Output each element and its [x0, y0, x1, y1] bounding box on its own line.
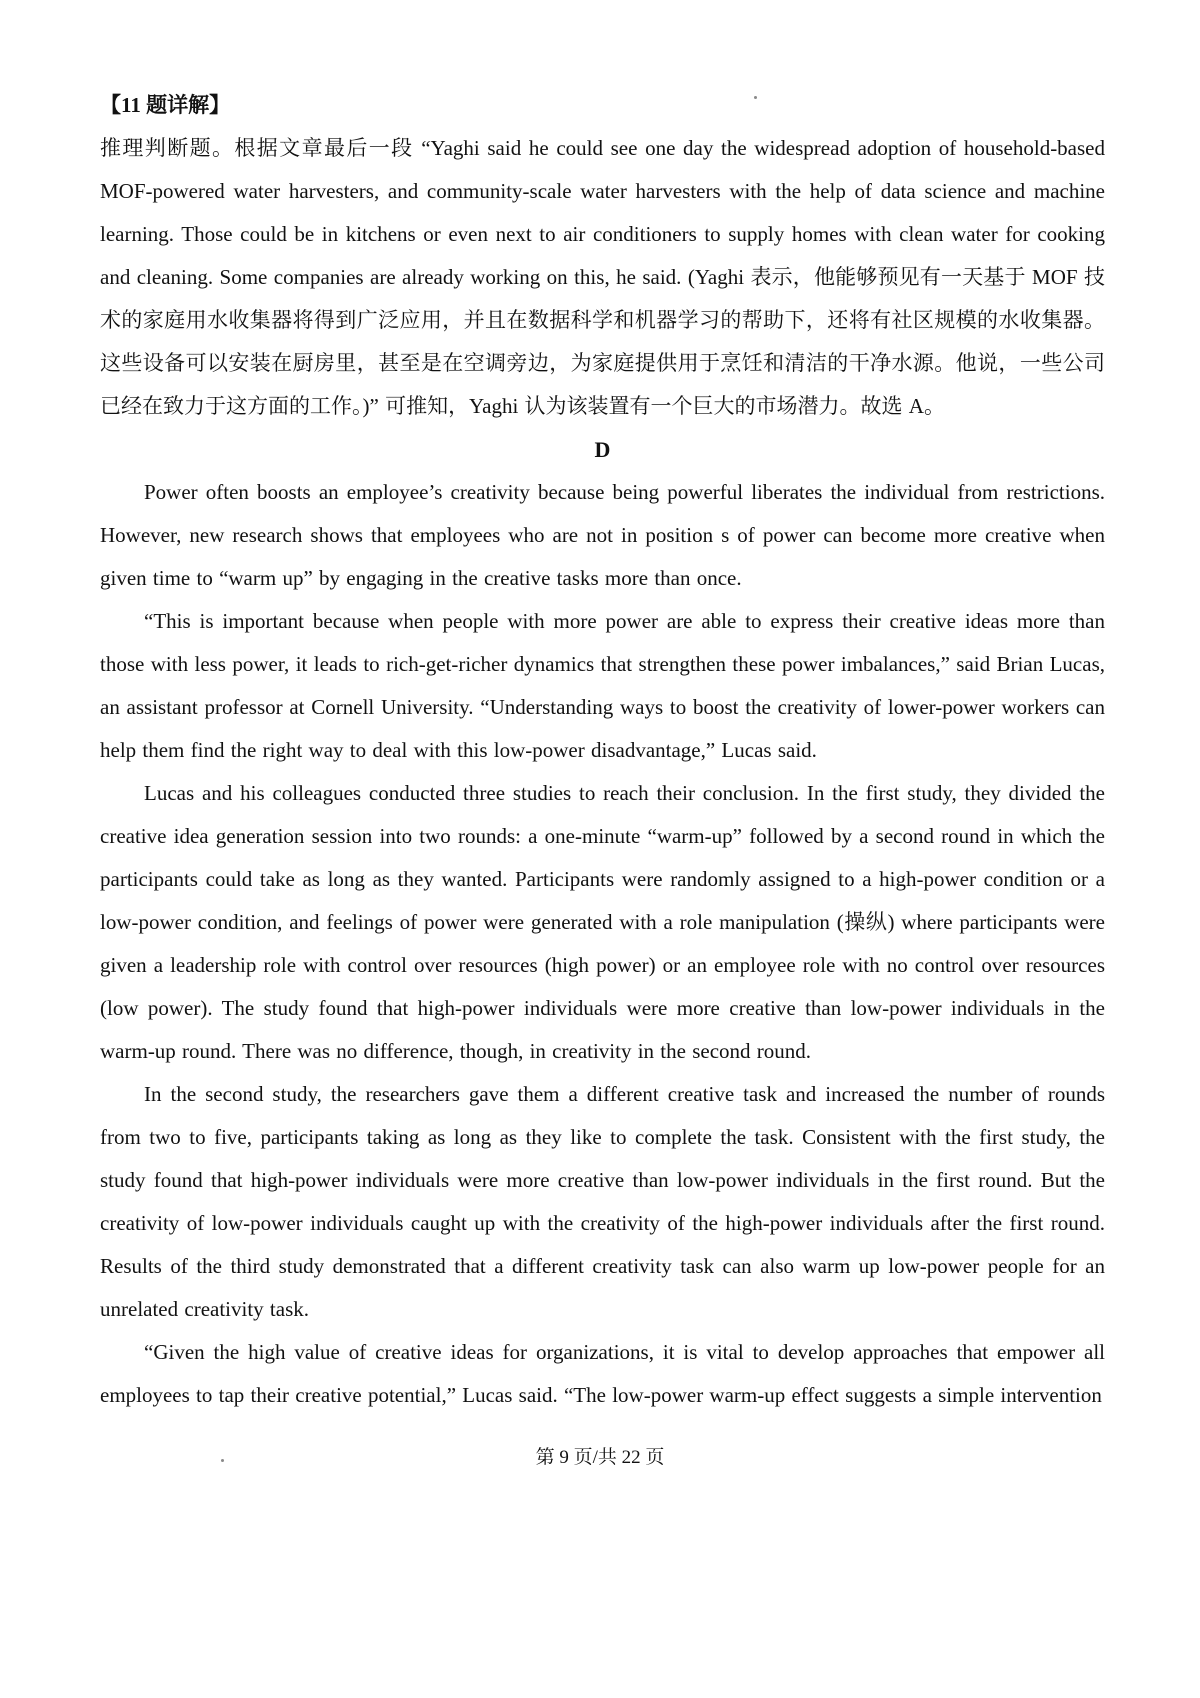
passage-paragraph: “This is important because when people with more power are able to express their creative ideas more than those with less power, it leads to rich-get-richer dynamics that strengthen these power imbalances,” said Brian Lucas, an assistant professor at Cornell University. “Understanding ways to boost the creativity of lower-power workers can help them find the right way to deal with this low-power disadvantage,” Lucas said.	[100, 609, 1105, 762]
answer-explanation-paragraph: 推理判断题。根据文章最后一段 “Yaghi said he could see one day the widespread adoption of household-based MOF-powered water harvesters, and community-scale water harvesters with the help of data science and machine learning. Those could be in kitchens or even next to air conditioners to supply homes with clean water for cooking and cleaning. Some companies are already working on this, he said. (Yaghi 表示，他能够预见有一天基于 MOF 技术的家庭用水收集器将得到广泛应用，并且在数据科学和机器学习的帮助下，还将有社区规模的水收集器。这些设备可以安装在厨房里，甚至是在空调旁边，为家庭提供用于烹饪和清洁的干净水源。他说，一些公司已经在致力于这方面的工作。)” 可推知，Yaghi 认为该装置有一个巨大的市场潜力。故选 A。	[100, 136, 1105, 418]
page-content	[100, 84, 1105, 1417]
passage-paragraph: Power often boosts an employee’s creativity because being powerful liberates the individual from restrictions. However, new research shows that employees who are not in position s of power can become more creative when given time to “warm up” by engaging in the creative tasks more than once.	[100, 480, 1105, 590]
question-heading: 【11 题详解】	[100, 93, 231, 117]
passage-paragraph: “Given the high value of creative ideas for organizations, it is vital to develop approaches that empower all employees to tap their creative potential,” Lucas said. “The low-power warm-up effect suggests a simple intervention	[100, 1340, 1105, 1407]
scan-artifact-dot	[221, 1459, 224, 1462]
passage-section-label: D	[594, 437, 611, 462]
passage-paragraph: In the second study, the researchers gave them a different creative task and increased the number of rounds from two to five, participants taking as long as they like to complete the task. Consistent with the first study, the study found that high-power individuals were more creative than low-power individuals in the first round. But the creativity of low-power individuals caught up with the creativity of the high-power individuals after the first round. Results of the third study demonstrated that a different creativity task can also warm up low-power people for an unrelated creativity task.	[100, 1082, 1105, 1321]
passage-paragraph: Lucas and his colleagues conducted three studies to reach their conclusion. In the first study, they divided the creative idea generation session into two rounds: a one-minute “warm-up” followed by a second round in which the participants could take as long as they wanted. Participants were randomly assigned to a high-power condition or a low-power condition, and feelings of power were generated with a role manipulation (操纵) where participants were given a leadership role with control over resources (high power) or an employee role with no control over resources (low power). The study found that high-power individuals were more creative than low-power individuals in the warm-up round. There was no difference, though, in creativity in the second round.	[100, 781, 1105, 1063]
page-number-footer: 第 9 页/共 22 页	[535, 1447, 665, 1468]
